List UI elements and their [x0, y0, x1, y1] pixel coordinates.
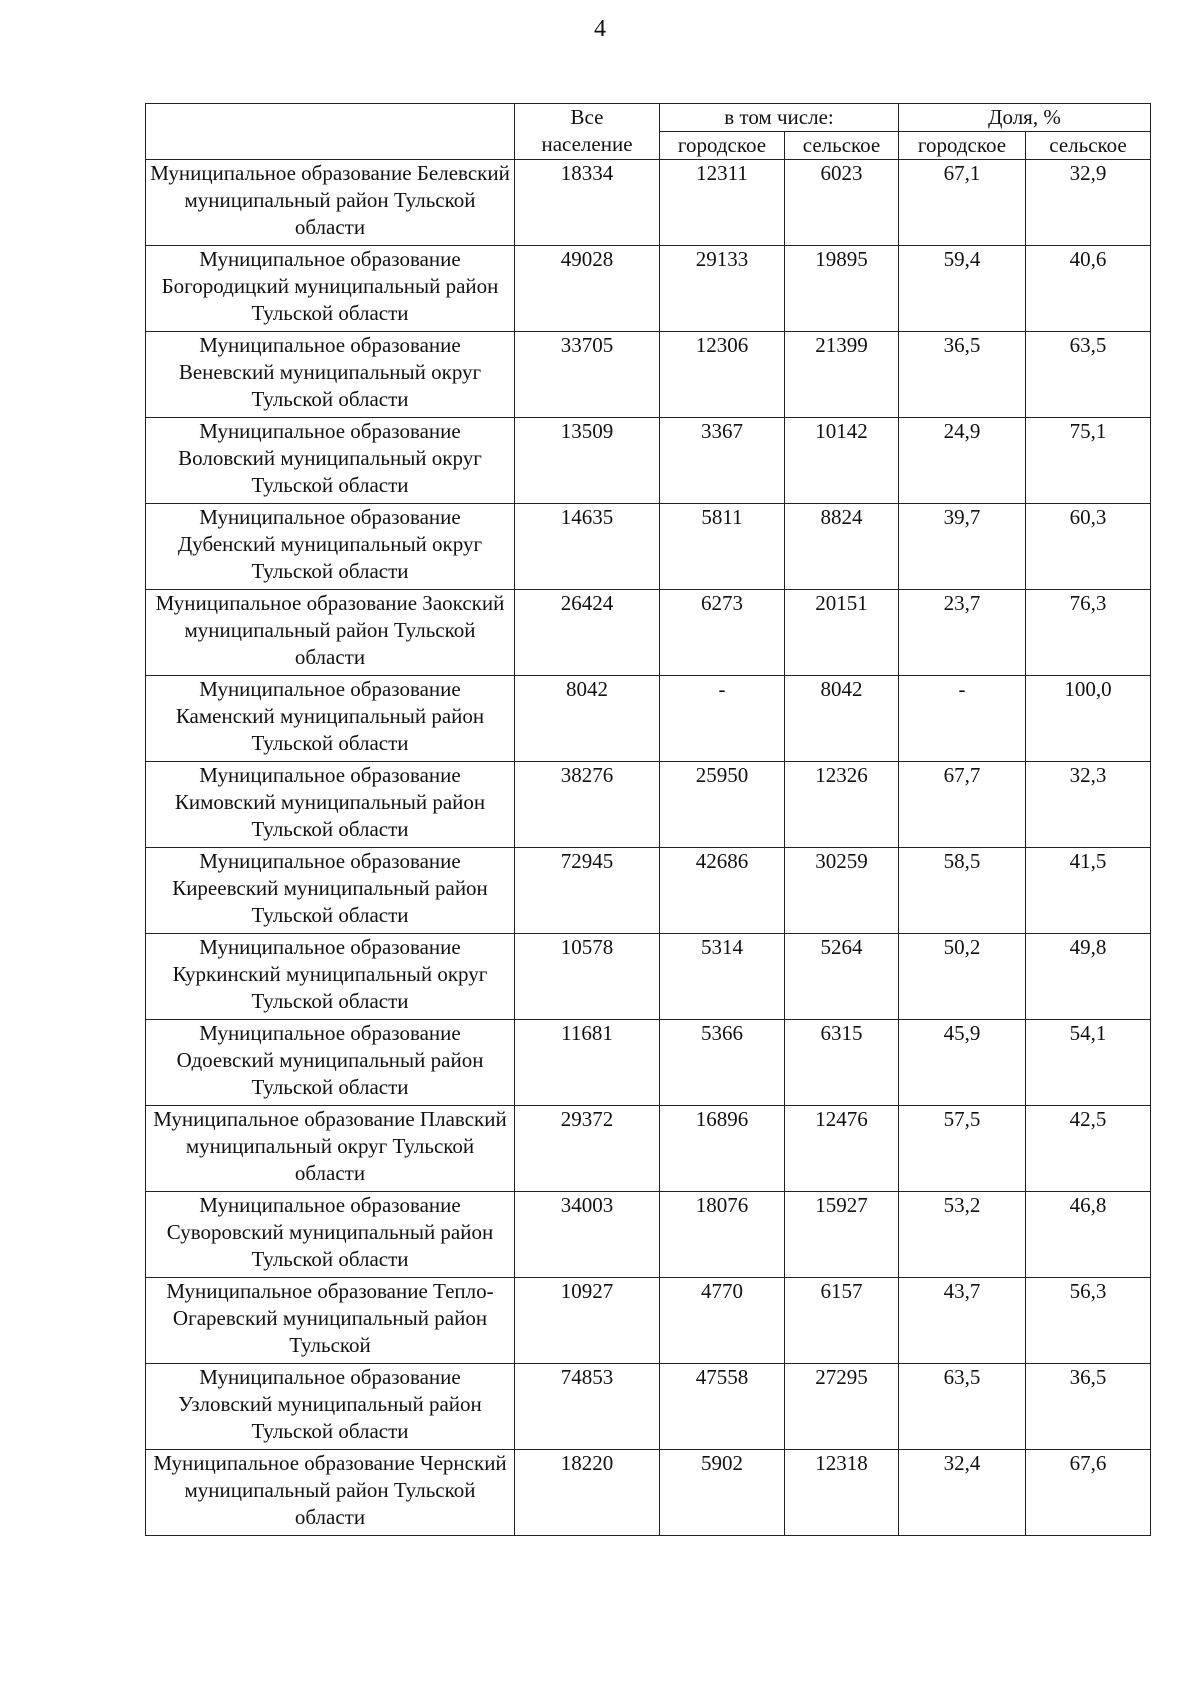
urban-population: 4770: [660, 1278, 785, 1364]
rural-population: 19895: [785, 246, 899, 332]
total-population: 18220: [515, 1450, 660, 1536]
municipality-name: Муниципальное образование Каменский муниципальный район Тульской области: [146, 676, 515, 762]
urban-population: 42686: [660, 848, 785, 934]
urban-share: 39,7: [899, 504, 1026, 590]
municipality-name: Муниципальное образование Тепло-Огаревский муниципальный район Тульской: [146, 1278, 515, 1364]
rural-population: 27295: [785, 1364, 899, 1450]
municipality-name: Муниципальное образование Белевский муниципальный район Тульской области: [146, 160, 515, 246]
total-population: 38276: [515, 762, 660, 848]
urban-population: 29133: [660, 246, 785, 332]
total-population: 14635: [515, 504, 660, 590]
urban-share: 50,2: [899, 934, 1026, 1020]
urban-share: 53,2: [899, 1192, 1026, 1278]
header-urban: городское: [660, 132, 785, 160]
rural-share: 41,5: [1026, 848, 1151, 934]
rural-population: 8824: [785, 504, 899, 590]
header-all-population: [515, 104, 660, 160]
table-row: [146, 246, 1151, 332]
municipality-name: Муниципальное образование Плавский муниципальный округ Тульской области: [146, 1106, 515, 1192]
rural-share: 54,1: [1026, 1020, 1151, 1106]
rural-share: 75,1: [1026, 418, 1151, 504]
urban-share: 57,5: [899, 1106, 1026, 1192]
rural-population: 12476: [785, 1106, 899, 1192]
municipality-name: Муниципальное образование Куркинский муниципальный округ Тульской области: [146, 934, 515, 1020]
municipality-name: Муниципальное образование Суворовский муниципальный район Тульской области: [146, 1192, 515, 1278]
header-share: Доля, %: [899, 104, 1151, 132]
rural-share: 49,8: [1026, 934, 1151, 1020]
municipality-name: Муниципальное образование Заокский муниципальный район Тульской области: [146, 590, 515, 676]
urban-population: 16896: [660, 1106, 785, 1192]
municipality-name: Муниципальное образование Чернский муниципальный район Тульской области: [146, 1450, 515, 1536]
rural-share: 46,8: [1026, 1192, 1151, 1278]
total-population: 29372: [515, 1106, 660, 1192]
rural-population: 12318: [785, 1450, 899, 1536]
population-table: [145, 103, 1151, 1536]
urban-population: 47558: [660, 1364, 785, 1450]
header-including: в том числе:: [660, 104, 899, 132]
urban-share: 32,4: [899, 1450, 1026, 1536]
urban-share: 43,7: [899, 1278, 1026, 1364]
table-row: [146, 676, 1151, 762]
rural-population: 30259: [785, 848, 899, 934]
total-population: 10578: [515, 934, 660, 1020]
municipality-name: Муниципальное образование Кимовский муниципальный район Тульской области: [146, 762, 515, 848]
table-row: [146, 332, 1151, 418]
municipality-name: Муниципальное образование Одоевский муниципальный район Тульской области: [146, 1020, 515, 1106]
municipality-name: Муниципальное образование Узловский муниципальный район Тульской области: [146, 1364, 515, 1450]
table-row: [146, 160, 1151, 246]
header-all-population-line2: население: [541, 132, 633, 156]
urban-population: 12311: [660, 160, 785, 246]
rural-population: 6023: [785, 160, 899, 246]
rural-population: 15927: [785, 1192, 899, 1278]
table-row: [146, 1450, 1151, 1536]
urban-share: 58,5: [899, 848, 1026, 934]
total-population: 8042: [515, 676, 660, 762]
urban-share: 45,9: [899, 1020, 1026, 1106]
total-population: 13509: [515, 418, 660, 504]
urban-share: 59,4: [899, 246, 1026, 332]
rural-share: 63,5: [1026, 332, 1151, 418]
total-population: 26424: [515, 590, 660, 676]
urban-population: -: [660, 676, 785, 762]
rural-share: 100,0: [1026, 676, 1151, 762]
rural-share: 32,3: [1026, 762, 1151, 848]
rural-share: 32,9: [1026, 160, 1151, 246]
table-row: [146, 504, 1151, 590]
rural-population: 21399: [785, 332, 899, 418]
rural-share: 67,6: [1026, 1450, 1151, 1536]
urban-share: 63,5: [899, 1364, 1026, 1450]
rural-share: 60,3: [1026, 504, 1151, 590]
rural-share: 56,3: [1026, 1278, 1151, 1364]
header-all-population-line1: Все: [570, 105, 604, 129]
page-number: 4: [594, 16, 606, 42]
header-urban-share: городское: [899, 132, 1026, 160]
urban-population: 25950: [660, 762, 785, 848]
municipality-name: Муниципальное образование Богородицкий муниципальный район Тульской области: [146, 246, 515, 332]
rural-population: 10142: [785, 418, 899, 504]
table-row: [146, 1020, 1151, 1106]
header-empty-cell: [146, 104, 515, 160]
total-population: 18334: [515, 160, 660, 246]
table-row: [146, 1364, 1151, 1450]
urban-population: 5811: [660, 504, 785, 590]
table-row: [146, 762, 1151, 848]
rural-population: 6157: [785, 1278, 899, 1364]
rural-population: 8042: [785, 676, 899, 762]
rural-share: 42,5: [1026, 1106, 1151, 1192]
rural-share: 76,3: [1026, 590, 1151, 676]
urban-share: 23,7: [899, 590, 1026, 676]
municipality-name: Муниципальное образование Киреевский муниципальный район Тульской области: [146, 848, 515, 934]
table-row: [146, 848, 1151, 934]
header-row-1: [146, 104, 1151, 132]
municipality-name: Муниципальное образование Веневский муниципальный округ Тульской области: [146, 332, 515, 418]
header-rural: сельское: [785, 132, 899, 160]
urban-population: 5314: [660, 934, 785, 1020]
urban-population: 18076: [660, 1192, 785, 1278]
rural-share: 36,5: [1026, 1364, 1151, 1450]
urban-population: 12306: [660, 332, 785, 418]
urban-population: 3367: [660, 418, 785, 504]
table-row: [146, 590, 1151, 676]
urban-share: 67,7: [899, 762, 1026, 848]
table-row: [146, 418, 1151, 504]
urban-share: -: [899, 676, 1026, 762]
total-population: 33705: [515, 332, 660, 418]
municipality-name: Муниципальное образование Дубенский муниципальный округ Тульской области: [146, 504, 515, 590]
rural-share: 40,6: [1026, 246, 1151, 332]
total-population: 72945: [515, 848, 660, 934]
total-population: 10927: [515, 1278, 660, 1364]
rural-population: 6315: [785, 1020, 899, 1106]
urban-population: 5902: [660, 1450, 785, 1536]
municipality-name: Муниципальное образование Воловский муниципальный округ Тульской области: [146, 418, 515, 504]
total-population: 74853: [515, 1364, 660, 1450]
total-population: 34003: [515, 1192, 660, 1278]
urban-population: 5366: [660, 1020, 785, 1106]
rural-population: 12326: [785, 762, 899, 848]
table-row: [146, 1106, 1151, 1192]
rural-population: 20151: [785, 590, 899, 676]
urban-population: 6273: [660, 590, 785, 676]
header-rural-share: сельское: [1026, 132, 1151, 160]
urban-share: 36,5: [899, 332, 1026, 418]
table-row: [146, 1192, 1151, 1278]
total-population: 49028: [515, 246, 660, 332]
rural-population: 5264: [785, 934, 899, 1020]
urban-share: 67,1: [899, 160, 1026, 246]
urban-share: 24,9: [899, 418, 1026, 504]
total-population: 11681: [515, 1020, 660, 1106]
table-row: [146, 934, 1151, 1020]
table-row: [146, 1278, 1151, 1364]
